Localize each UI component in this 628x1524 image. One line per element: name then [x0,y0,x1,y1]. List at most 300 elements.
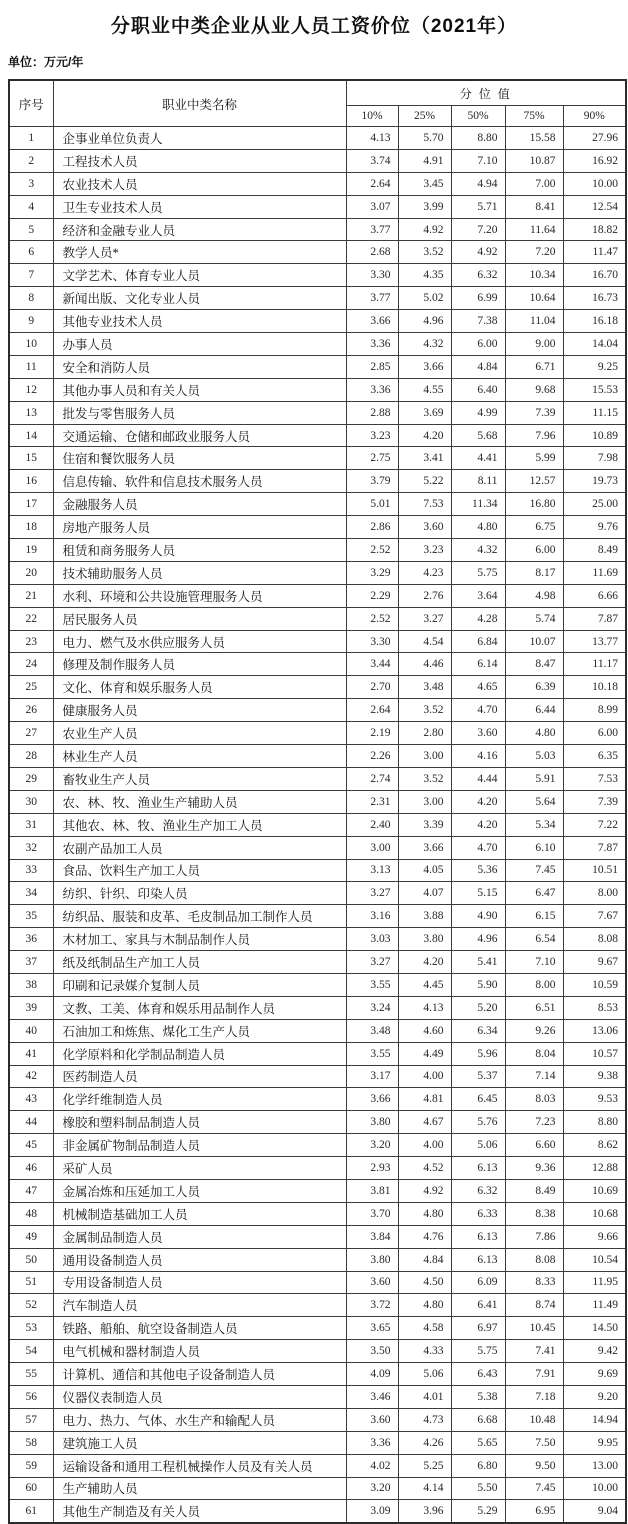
table-row [9,1248,626,1271]
row-index: 42 [9,1065,53,1088]
table-row [9,951,626,974]
table-row [9,333,626,356]
percentile-value-50: 5.29 [451,1500,505,1523]
table-row [9,1431,626,1454]
percentile-value-25: 3.88 [398,905,451,928]
row-index: 51 [9,1271,53,1294]
percentile-value-10: 2.64 [346,699,398,722]
percentile-value-50: 6.45 [451,1088,505,1111]
percentile-value-75: 6.60 [505,1134,563,1157]
percentile-value-75: 7.45 [505,859,563,882]
percentile-value-25: 4.96 [398,310,451,333]
table-row [9,767,626,790]
table-row [9,1363,626,1386]
occupation-name: 金属制品制造人员 [53,1225,346,1248]
table-row [9,630,626,653]
percentile-value-25: 4.76 [398,1225,451,1248]
table-row [9,973,626,996]
percentile-value-75: 12.57 [505,470,563,493]
row-index: 59 [9,1454,53,1477]
table-row [9,561,626,584]
percentile-value-90: 9.95 [563,1431,626,1454]
percentile-value-50: 4.44 [451,767,505,790]
occupation-name: 农副产品加工人员 [53,836,346,859]
percentile-value-25: 4.50 [398,1271,451,1294]
occupation-name: 电力、燃气及水供应服务人员 [53,630,346,653]
percentile-value-25: 3.48 [398,676,451,699]
row-index: 27 [9,722,53,745]
percentile-value-50: 5.41 [451,951,505,974]
percentile-value-25: 4.00 [398,1134,451,1157]
percentile-value-50: 6.32 [451,264,505,287]
occupation-name: 纺织、针织、印染人员 [53,882,346,905]
percentile-value-25: 3.66 [398,836,451,859]
row-index: 18 [9,516,53,539]
percentile-value-90: 8.62 [563,1134,626,1157]
percentile-value-10: 3.66 [346,1088,398,1111]
percentile-value-75: 6.75 [505,516,563,539]
percentile-value-90: 16.18 [563,310,626,333]
occupation-name: 化学原料和化学制品制造人员 [53,1042,346,1065]
percentile-value-75: 8.04 [505,1042,563,1065]
row-index: 54 [9,1340,53,1363]
percentile-value-90: 13.06 [563,1019,626,1042]
percentile-value-75: 5.91 [505,767,563,790]
row-index: 8 [9,287,53,310]
percentile-value-10: 3.13 [346,859,398,882]
col-header-percentile-group: 分 位 值 [346,80,626,106]
table-row [9,996,626,1019]
occupation-name: 医药制造人员 [53,1065,346,1088]
occupation-name: 汽车制造人员 [53,1294,346,1317]
percentile-value-25: 4.92 [398,1179,451,1202]
row-index: 9 [9,310,53,333]
row-index: 16 [9,470,53,493]
occupation-name: 农业生产人员 [53,722,346,745]
occupation-name: 经济和金融专业人员 [53,218,346,241]
occupation-name: 住宿和餐饮服务人员 [53,447,346,470]
row-index: 29 [9,767,53,790]
percentile-value-50: 3.60 [451,722,505,745]
percentile-value-10: 3.03 [346,928,398,951]
percentile-value-90: 6.35 [563,745,626,768]
percentile-value-90: 9.67 [563,951,626,974]
percentile-value-10: 3.30 [346,630,398,653]
row-index: 10 [9,333,53,356]
percentile-value-50: 5.68 [451,424,505,447]
percentile-value-90: 9.25 [563,355,626,378]
percentile-value-75: 4.98 [505,584,563,607]
row-index: 19 [9,539,53,562]
percentile-value-75: 15.58 [505,127,563,150]
percentile-value-10: 3.48 [346,1019,398,1042]
percentile-value-75: 6.71 [505,355,563,378]
percentile-value-90: 8.53 [563,996,626,1019]
table-row [9,378,626,401]
occupation-name: 电力、热力、气体、水生产和输配人员 [53,1408,346,1431]
occupation-name: 文学艺术、体育专业人员 [53,264,346,287]
percentile-value-90: 14.50 [563,1317,626,1340]
percentile-value-50: 6.97 [451,1317,505,1340]
percentile-value-50: 4.94 [451,172,505,195]
occupation-name: 非金属矿物制品制造人员 [53,1134,346,1157]
percentile-value-90: 11.47 [563,241,626,264]
percentile-value-25: 4.73 [398,1408,451,1431]
percentile-value-10: 4.13 [346,127,398,150]
percentile-value-75: 7.20 [505,241,563,264]
percentile-value-90: 11.69 [563,561,626,584]
percentile-value-75: 8.03 [505,1088,563,1111]
table-row [9,424,626,447]
percentile-value-90: 15.53 [563,378,626,401]
row-index: 61 [9,1500,53,1523]
table-row [9,241,626,264]
percentile-value-50: 5.37 [451,1065,505,1088]
percentile-value-50: 6.80 [451,1454,505,1477]
percentile-value-75: 5.64 [505,790,563,813]
occupation-name: 其他专业技术人员 [53,310,346,333]
row-index: 25 [9,676,53,699]
percentile-value-90: 10.51 [563,859,626,882]
percentile-value-50: 4.70 [451,836,505,859]
percentile-value-25: 3.23 [398,539,451,562]
table-row [9,447,626,470]
occupation-name: 畜牧业生产人员 [53,767,346,790]
percentile-value-50: 5.20 [451,996,505,1019]
percentile-value-90: 27.96 [563,127,626,150]
table-row [9,516,626,539]
unit-label: 单位：万元/年 [8,55,84,69]
percentile-value-10: 3.81 [346,1179,398,1202]
percentile-value-90: 10.89 [563,424,626,447]
percentile-value-50: 6.14 [451,653,505,676]
percentile-value-10: 3.09 [346,1500,398,1523]
percentile-value-50: 7.10 [451,149,505,172]
col-header-percentile: 50% [451,106,505,127]
table-row [9,813,626,836]
percentile-value-10: 3.16 [346,905,398,928]
table-row [9,790,626,813]
percentile-value-25: 3.00 [398,790,451,813]
percentile-value-90: 12.54 [563,195,626,218]
percentile-value-50: 6.32 [451,1179,505,1202]
percentile-value-25: 5.22 [398,470,451,493]
percentile-value-50: 7.38 [451,310,505,333]
table-body [9,127,626,1524]
percentile-value-10: 2.40 [346,813,398,836]
table-row [9,310,626,333]
percentile-value-50: 4.20 [451,790,505,813]
row-index: 17 [9,493,53,516]
percentile-value-75: 6.51 [505,996,563,1019]
percentile-value-10: 3.72 [346,1294,398,1317]
row-index: 46 [9,1157,53,1180]
percentile-value-90: 6.66 [563,584,626,607]
percentile-value-10: 3.36 [346,1431,398,1454]
row-index: 33 [9,859,53,882]
percentile-value-10: 3.17 [346,1065,398,1088]
occupation-name: 水利、环境和公共设施管理服务人员 [53,584,346,607]
percentile-value-25: 4.07 [398,882,451,905]
percentile-value-50: 4.84 [451,355,505,378]
occupation-name: 木材加工、家具与木制品制作人员 [53,928,346,951]
percentile-value-90: 11.49 [563,1294,626,1317]
percentile-value-50: 4.90 [451,905,505,928]
percentile-value-10: 2.88 [346,401,398,424]
table-row [9,264,626,287]
percentile-value-75: 7.45 [505,1477,563,1500]
percentile-value-10: 5.01 [346,493,398,516]
percentile-value-50: 5.75 [451,561,505,584]
percentile-value-25: 4.92 [398,218,451,241]
percentile-value-75: 10.07 [505,630,563,653]
percentile-value-90: 18.82 [563,218,626,241]
occupation-name: 橡胶和塑料制品制造人员 [53,1111,346,1134]
percentile-value-10: 3.80 [346,1111,398,1134]
percentile-value-10: 3.77 [346,218,398,241]
percentile-value-90: 10.69 [563,1179,626,1202]
percentile-value-10: 3.44 [346,653,398,676]
table-row [9,287,626,310]
table-row [9,355,626,378]
percentile-value-25: 4.45 [398,973,451,996]
col-header-percentile: 25% [398,106,451,127]
percentile-value-25: 4.32 [398,333,451,356]
percentile-value-90: 6.00 [563,722,626,745]
percentile-value-10: 3.65 [346,1317,398,1340]
table-row [9,1202,626,1225]
occupation-name: 石油加工和炼焦、煤化工生产人员 [53,1019,346,1042]
occupation-name: 运输设备和通用工程机械操作人员及有关人员 [53,1454,346,1477]
row-index: 48 [9,1202,53,1225]
percentile-value-25: 4.00 [398,1065,451,1088]
percentile-value-50: 3.64 [451,584,505,607]
occupation-name: 生产辅助人员 [53,1477,346,1500]
table-row [9,539,626,562]
percentile-value-10: 2.70 [346,676,398,699]
table-row [9,1019,626,1042]
percentile-value-90: 10.00 [563,172,626,195]
percentile-value-10: 2.31 [346,790,398,813]
percentile-value-10: 4.09 [346,1363,398,1386]
percentile-value-25: 4.80 [398,1202,451,1225]
percentile-value-25: 3.41 [398,447,451,470]
table-row [9,149,626,172]
percentile-value-10: 3.24 [346,996,398,1019]
table-row [9,1294,626,1317]
percentile-value-10: 4.02 [346,1454,398,1477]
percentile-value-50: 4.32 [451,539,505,562]
percentile-value-25: 3.96 [398,1500,451,1523]
percentile-value-50: 5.71 [451,195,505,218]
percentile-value-25: 3.80 [398,928,451,951]
percentile-value-90: 9.42 [563,1340,626,1363]
occupation-name: 教学人员* [53,241,346,264]
table-row [9,1317,626,1340]
percentile-value-75: 10.34 [505,264,563,287]
row-index: 44 [9,1111,53,1134]
percentile-value-25: 3.52 [398,767,451,790]
percentile-value-10: 2.52 [346,607,398,630]
percentile-value-10: 2.52 [346,539,398,562]
occupation-name: 企事业单位负责人 [53,127,346,150]
percentile-value-10: 3.46 [346,1385,398,1408]
row-index: 32 [9,836,53,859]
percentile-value-50: 6.34 [451,1019,505,1042]
row-index: 30 [9,790,53,813]
occupation-name: 技术辅助服务人员 [53,561,346,584]
row-index: 15 [9,447,53,470]
percentile-value-25: 4.05 [398,859,451,882]
occupation-name: 印刷和记录媒介复制人员 [53,973,346,996]
percentile-value-75: 8.00 [505,973,563,996]
occupation-name: 铁路、船舶、航空设备制造人员 [53,1317,346,1340]
percentile-value-10: 3.30 [346,264,398,287]
percentile-value-50: 4.16 [451,745,505,768]
row-index: 23 [9,630,53,653]
table-row [9,905,626,928]
percentile-value-75: 6.39 [505,676,563,699]
occupation-name: 农业技术人员 [53,172,346,195]
percentile-value-75: 5.34 [505,813,563,836]
percentile-value-90: 9.38 [563,1065,626,1088]
percentile-value-75: 10.48 [505,1408,563,1431]
percentile-value-25: 4.80 [398,1294,451,1317]
table-row [9,676,626,699]
percentile-value-10: 2.75 [346,447,398,470]
percentile-value-25: 2.76 [398,584,451,607]
row-index: 40 [9,1019,53,1042]
table-row [9,859,626,882]
percentile-value-50: 8.80 [451,127,505,150]
row-index: 2 [9,149,53,172]
percentile-value-10: 3.50 [346,1340,398,1363]
percentile-value-50: 7.20 [451,218,505,241]
percentile-value-25: 4.67 [398,1111,451,1134]
percentile-value-90: 9.76 [563,516,626,539]
percentile-value-25: 3.66 [398,355,451,378]
col-header-percentile: 90% [563,106,626,127]
percentile-value-25: 4.58 [398,1317,451,1340]
percentile-value-25: 4.46 [398,653,451,676]
table-row [9,1134,626,1157]
percentile-value-90: 10.54 [563,1248,626,1271]
table-row [9,1385,626,1408]
row-index: 7 [9,264,53,287]
percentile-value-75: 7.50 [505,1431,563,1454]
percentile-value-25: 3.99 [398,195,451,218]
percentile-value-75: 7.10 [505,951,563,974]
occupation-name: 通用设备制造人员 [53,1248,346,1271]
percentile-value-10: 3.20 [346,1134,398,1157]
percentile-value-10: 2.26 [346,745,398,768]
percentile-value-10: 3.70 [346,1202,398,1225]
table-row [9,1477,626,1500]
table-row [9,470,626,493]
row-index: 31 [9,813,53,836]
table-row [9,1088,626,1111]
percentile-value-75: 6.00 [505,539,563,562]
percentile-value-25: 4.26 [398,1431,451,1454]
percentile-value-50: 4.92 [451,241,505,264]
percentile-value-50: 6.13 [451,1157,505,1180]
row-index: 60 [9,1477,53,1500]
percentile-value-50: 6.00 [451,333,505,356]
percentile-value-10: 3.66 [346,310,398,333]
table-row [9,1179,626,1202]
col-header-index: 序号 [9,80,53,127]
percentile-value-90: 14.94 [563,1408,626,1431]
percentile-value-25: 4.23 [398,561,451,584]
percentile-value-10: 3.07 [346,195,398,218]
row-index: 21 [9,584,53,607]
percentile-value-10: 3.00 [346,836,398,859]
percentile-value-75: 6.95 [505,1500,563,1523]
table-row [9,172,626,195]
percentile-value-75: 8.49 [505,1179,563,1202]
percentile-value-25: 5.25 [398,1454,451,1477]
occupation-name: 房地产服务人员 [53,516,346,539]
table-row [9,607,626,630]
percentile-value-90: 8.80 [563,1111,626,1134]
occupation-name: 电气机械和器材制造人员 [53,1340,346,1363]
row-index: 39 [9,996,53,1019]
percentile-value-10: 3.79 [346,470,398,493]
table-row [9,401,626,424]
percentile-value-25: 3.52 [398,699,451,722]
occupation-name: 金属冶炼和压延加工人员 [53,1179,346,1202]
wage-percentile-table [8,79,627,1524]
table-row [9,584,626,607]
table-row [9,745,626,768]
percentile-value-90: 9.69 [563,1363,626,1386]
col-header-occupation-name: 职业中类名称 [53,80,346,127]
percentile-value-90: 10.68 [563,1202,626,1225]
table-row [9,127,626,150]
table-header [9,80,626,127]
row-index: 43 [9,1088,53,1111]
percentile-value-25: 4.91 [398,149,451,172]
percentile-value-25: 4.01 [398,1385,451,1408]
percentile-value-75: 9.00 [505,333,563,356]
percentile-value-75: 8.33 [505,1271,563,1294]
percentile-value-50: 6.68 [451,1408,505,1431]
percentile-value-10: 2.29 [346,584,398,607]
row-index: 22 [9,607,53,630]
occupation-name: 卫生专业技术人员 [53,195,346,218]
table-row [9,699,626,722]
percentile-value-90: 16.70 [563,264,626,287]
percentile-value-25: 4.60 [398,1019,451,1042]
percentile-value-75: 7.96 [505,424,563,447]
percentile-value-90: 25.00 [563,493,626,516]
row-index: 49 [9,1225,53,1248]
row-index: 4 [9,195,53,218]
occupation-name: 金融服务人员 [53,493,346,516]
occupation-name: 专用设备制造人员 [53,1271,346,1294]
row-index: 58 [9,1431,53,1454]
percentile-value-10: 2.93 [346,1157,398,1180]
percentile-value-90: 19.73 [563,470,626,493]
percentile-value-25: 3.60 [398,516,451,539]
percentile-value-50: 5.38 [451,1385,505,1408]
percentile-value-50: 5.36 [451,859,505,882]
percentile-value-10: 2.74 [346,767,398,790]
row-index: 24 [9,653,53,676]
percentile-value-75: 7.39 [505,401,563,424]
percentile-value-75: 7.18 [505,1385,563,1408]
percentile-value-10: 3.36 [346,378,398,401]
